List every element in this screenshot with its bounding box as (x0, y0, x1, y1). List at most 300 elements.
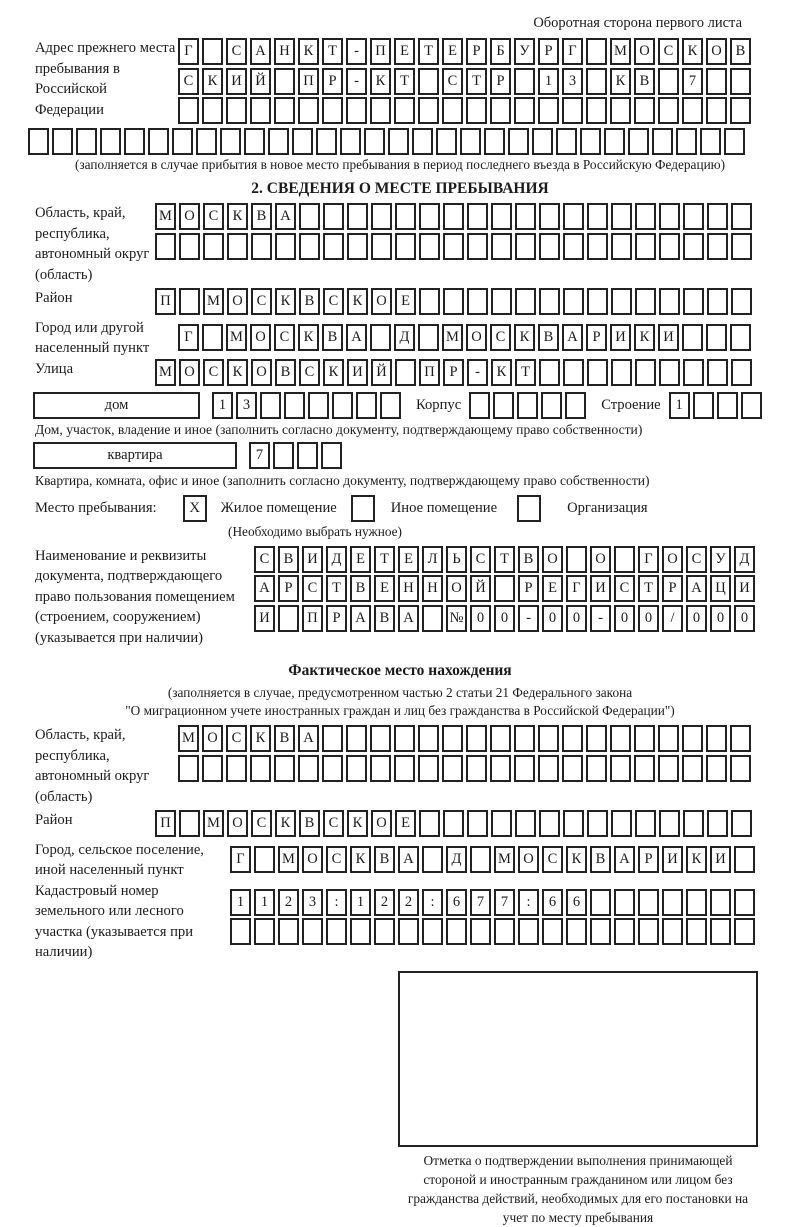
char-cell[interactable]: Т (515, 359, 536, 386)
char-cell[interactable]: 0 (686, 605, 707, 632)
char-cell[interactable] (394, 755, 415, 782)
char-cell[interactable]: В (730, 38, 751, 65)
char-cell[interactable]: С (274, 324, 295, 351)
char-cell[interactable]: Ц (710, 575, 731, 602)
char-cell[interactable] (586, 755, 607, 782)
char-cell[interactable] (610, 97, 631, 124)
char-cell[interactable]: М (155, 359, 176, 386)
char-cell[interactable] (563, 233, 584, 260)
char-cell[interactable]: М (203, 810, 224, 837)
char-cell[interactable]: Т (418, 38, 439, 65)
char-cell[interactable] (52, 128, 73, 155)
korpus-row[interactable] (469, 392, 589, 419)
char-cell[interactable]: К (298, 38, 319, 65)
document-row-1[interactable] (254, 546, 758, 573)
char-cell[interactable] (418, 68, 439, 95)
char-cell[interactable]: Е (395, 810, 416, 837)
char-cell[interactable]: 6 (446, 889, 467, 916)
char-cell[interactable] (587, 810, 608, 837)
char-cell[interactable]: О (371, 288, 392, 315)
char-cell[interactable] (532, 128, 553, 155)
char-cell[interactable] (275, 233, 296, 260)
char-cell[interactable]: А (398, 846, 419, 873)
char-cell[interactable]: Й (470, 575, 491, 602)
char-cell[interactable]: К (566, 846, 587, 873)
stroenie-row[interactable] (669, 392, 765, 419)
char-cell[interactable]: П (302, 605, 323, 632)
char-cell[interactable] (659, 233, 680, 260)
char-cell[interactable] (682, 324, 703, 351)
char-cell[interactable] (556, 128, 577, 155)
char-cell[interactable]: О (634, 38, 655, 65)
char-cell[interactable] (380, 392, 401, 419)
char-cell[interactable]: - (346, 38, 367, 65)
char-cell[interactable] (611, 233, 632, 260)
stay-option-residential-checkbox[interactable]: X (183, 495, 207, 522)
char-cell[interactable] (706, 97, 727, 124)
char-cell[interactable] (202, 755, 223, 782)
char-cell[interactable]: Г (566, 575, 587, 602)
char-cell[interactable] (422, 918, 443, 945)
char-cell[interactable]: Р (322, 68, 343, 95)
char-cell[interactable]: Т (494, 546, 515, 573)
char-cell[interactable] (299, 233, 320, 260)
char-cell[interactable]: С (178, 68, 199, 95)
char-cell[interactable]: 1 (538, 68, 559, 95)
char-cell[interactable]: Р (326, 605, 347, 632)
char-cell[interactable]: В (374, 846, 395, 873)
char-cell[interactable]: Е (398, 546, 419, 573)
char-cell[interactable]: С (251, 810, 272, 837)
char-cell[interactable] (323, 203, 344, 230)
char-cell[interactable] (590, 918, 611, 945)
char-cell[interactable]: Д (326, 546, 347, 573)
char-cell[interactable] (587, 288, 608, 315)
char-cell[interactable] (659, 288, 680, 315)
char-cell[interactable] (227, 233, 248, 260)
char-cell[interactable] (302, 918, 323, 945)
char-cell[interactable]: Т (326, 575, 347, 602)
char-cell[interactable] (395, 359, 416, 386)
char-cell[interactable] (202, 97, 223, 124)
char-cell[interactable] (706, 324, 727, 351)
char-cell[interactable] (268, 128, 289, 155)
char-cell[interactable] (610, 755, 631, 782)
char-cell[interactable]: Е (442, 38, 463, 65)
char-cell[interactable] (730, 755, 751, 782)
char-cell[interactable]: К (250, 725, 271, 752)
char-cell[interactable] (467, 288, 488, 315)
char-cell[interactable]: К (370, 68, 391, 95)
char-cell[interactable] (419, 233, 440, 260)
char-cell[interactable] (490, 725, 511, 752)
char-cell[interactable]: 7 (682, 68, 703, 95)
char-cell[interactable] (676, 128, 697, 155)
char-cell[interactable]: К (275, 288, 296, 315)
char-cell[interactable]: В (278, 546, 299, 573)
char-cell[interactable] (539, 288, 560, 315)
char-cell[interactable]: : (518, 889, 539, 916)
char-cell[interactable]: С (203, 359, 224, 386)
char-cell[interactable] (418, 97, 439, 124)
char-cell[interactable]: О (302, 846, 323, 873)
char-cell[interactable]: Т (638, 575, 659, 602)
char-cell[interactable]: О (518, 846, 539, 873)
char-cell[interactable]: И (710, 846, 731, 873)
char-cell[interactable]: О (179, 359, 200, 386)
char-cell[interactable] (538, 755, 559, 782)
char-cell[interactable] (196, 128, 217, 155)
char-cell[interactable]: Е (374, 575, 395, 602)
char-cell[interactable] (508, 128, 529, 155)
actual-district-row[interactable] (155, 810, 755, 837)
char-cell[interactable] (148, 128, 169, 155)
char-cell[interactable] (686, 889, 707, 916)
prev-address-row-2[interactable] (178, 68, 754, 95)
char-cell[interactable] (467, 203, 488, 230)
char-cell[interactable] (442, 755, 463, 782)
char-cell[interactable] (443, 288, 464, 315)
char-cell[interactable] (634, 725, 655, 752)
char-cell[interactable] (370, 324, 391, 351)
char-cell[interactable]: О (227, 288, 248, 315)
char-cell[interactable] (347, 233, 368, 260)
char-cell[interactable]: А (562, 324, 583, 351)
char-cell[interactable]: С (302, 575, 323, 602)
char-cell[interactable] (693, 392, 714, 419)
char-cell[interactable]: Г (562, 38, 583, 65)
char-cell[interactable] (484, 128, 505, 155)
char-cell[interactable]: С (254, 546, 275, 573)
char-cell[interactable] (326, 918, 347, 945)
char-cell[interactable]: С (323, 810, 344, 837)
char-cell[interactable]: 6 (566, 889, 587, 916)
char-cell[interactable]: И (302, 546, 323, 573)
char-cell[interactable] (388, 128, 409, 155)
stay-option-organization-checkbox[interactable] (517, 495, 541, 522)
char-cell[interactable] (614, 918, 635, 945)
char-cell[interactable] (466, 755, 487, 782)
region-row-1[interactable] (155, 203, 755, 230)
char-cell[interactable] (731, 288, 752, 315)
char-cell[interactable] (412, 128, 433, 155)
char-cell[interactable] (332, 392, 353, 419)
char-cell[interactable]: М (226, 324, 247, 351)
char-cell[interactable] (443, 233, 464, 260)
char-cell[interactable] (662, 918, 683, 945)
char-cell[interactable]: К (275, 810, 296, 837)
char-cell[interactable]: У (514, 38, 535, 65)
char-cell[interactable] (260, 392, 281, 419)
char-cell[interactable] (316, 128, 337, 155)
char-cell[interactable] (563, 810, 584, 837)
char-cell[interactable]: У (710, 546, 731, 573)
char-cell[interactable]: Т (466, 68, 487, 95)
char-cell[interactable] (563, 203, 584, 230)
char-cell[interactable]: Д (446, 846, 467, 873)
char-cell[interactable]: 1 (230, 889, 251, 916)
char-cell[interactable] (178, 97, 199, 124)
char-cell[interactable] (628, 128, 649, 155)
char-cell[interactable] (683, 233, 704, 260)
char-cell[interactable]: О (227, 810, 248, 837)
char-cell[interactable] (278, 918, 299, 945)
char-cell[interactable]: М (203, 288, 224, 315)
char-cell[interactable] (659, 203, 680, 230)
char-cell[interactable]: К (686, 846, 707, 873)
char-cell[interactable] (419, 810, 440, 837)
char-cell[interactable]: 0 (638, 605, 659, 632)
prev-address-row-4[interactable] (28, 128, 800, 155)
char-cell[interactable]: Е (394, 38, 415, 65)
char-cell[interactable]: Г (178, 38, 199, 65)
cadastral-row-1[interactable] (230, 889, 758, 916)
char-cell[interactable] (418, 725, 439, 752)
char-cell[interactable]: А (254, 575, 275, 602)
char-cell[interactable] (538, 725, 559, 752)
char-cell[interactable]: С (490, 324, 511, 351)
char-cell[interactable] (707, 810, 728, 837)
char-cell[interactable] (683, 359, 704, 386)
char-cell[interactable]: - (590, 605, 611, 632)
actual-region-row-1[interactable] (178, 725, 754, 752)
char-cell[interactable]: К (491, 359, 512, 386)
char-cell[interactable] (707, 359, 728, 386)
char-cell[interactable]: 0 (734, 605, 755, 632)
char-cell[interactable] (515, 810, 536, 837)
char-cell[interactable] (155, 233, 176, 260)
char-cell[interactable] (364, 128, 385, 155)
char-cell[interactable] (741, 392, 762, 419)
char-cell[interactable] (226, 755, 247, 782)
char-cell[interactable]: А (250, 38, 271, 65)
char-cell[interactable] (587, 233, 608, 260)
char-cell[interactable] (443, 810, 464, 837)
char-cell[interactable] (515, 233, 536, 260)
char-cell[interactable]: В (350, 575, 371, 602)
char-cell[interactable] (274, 68, 295, 95)
char-cell[interactable] (635, 359, 656, 386)
char-cell[interactable] (374, 918, 395, 945)
char-cell[interactable] (515, 203, 536, 230)
char-cell[interactable] (682, 725, 703, 752)
char-cell[interactable]: О (446, 575, 467, 602)
char-cell[interactable] (371, 203, 392, 230)
char-cell[interactable] (586, 97, 607, 124)
char-cell[interactable]: К (610, 68, 631, 95)
char-cell[interactable]: О (542, 546, 563, 573)
char-cell[interactable] (731, 233, 752, 260)
char-cell[interactable]: А (686, 575, 707, 602)
document-row-3[interactable] (254, 605, 758, 632)
char-cell[interactable] (562, 97, 583, 124)
char-cell[interactable] (562, 755, 583, 782)
char-cell[interactable] (638, 918, 659, 945)
char-cell[interactable]: А (346, 324, 367, 351)
char-cell[interactable]: 7 (494, 889, 515, 916)
char-cell[interactable] (514, 97, 535, 124)
char-cell[interactable] (250, 97, 271, 124)
char-cell[interactable] (541, 392, 562, 419)
char-cell[interactable]: С (323, 288, 344, 315)
char-cell[interactable] (446, 918, 467, 945)
char-cell[interactable] (28, 128, 49, 155)
char-cell[interactable]: О (662, 546, 683, 573)
char-cell[interactable] (683, 288, 704, 315)
char-cell[interactable] (730, 324, 751, 351)
char-cell[interactable]: А (350, 605, 371, 632)
char-cell[interactable] (634, 755, 655, 782)
char-cell[interactable] (203, 233, 224, 260)
char-cell[interactable]: К (682, 38, 703, 65)
char-cell[interactable]: Д (734, 546, 755, 573)
char-cell[interactable]: О (250, 324, 271, 351)
char-cell[interactable]: 0 (542, 605, 563, 632)
char-cell[interactable] (706, 755, 727, 782)
char-cell[interactable] (514, 68, 535, 95)
char-cell[interactable]: 2 (398, 889, 419, 916)
char-cell[interactable]: А (614, 846, 635, 873)
char-cell[interactable] (436, 128, 457, 155)
char-cell[interactable]: И (590, 575, 611, 602)
char-cell[interactable] (298, 97, 319, 124)
char-cell[interactable]: - (346, 68, 367, 95)
char-cell[interactable] (731, 359, 752, 386)
char-cell[interactable] (611, 359, 632, 386)
char-cell[interactable] (706, 725, 727, 752)
char-cell[interactable]: 0 (470, 605, 491, 632)
char-cell[interactable] (700, 128, 721, 155)
char-cell[interactable] (418, 755, 439, 782)
char-cell[interactable]: 3 (302, 889, 323, 916)
char-cell[interactable] (491, 810, 512, 837)
char-cell[interactable]: С (614, 575, 635, 602)
char-cell[interactable] (604, 128, 625, 155)
char-cell[interactable] (682, 755, 703, 782)
char-cell[interactable] (467, 810, 488, 837)
char-cell[interactable] (394, 725, 415, 752)
char-cell[interactable] (682, 97, 703, 124)
char-cell[interactable] (394, 97, 415, 124)
char-cell[interactable]: Л (422, 546, 443, 573)
char-cell[interactable]: Н (422, 575, 443, 602)
char-cell[interactable]: К (227, 359, 248, 386)
char-cell[interactable] (422, 605, 443, 632)
char-cell[interactable]: О (466, 324, 487, 351)
char-cell[interactable]: Р (538, 38, 559, 65)
char-cell[interactable] (322, 97, 343, 124)
char-cell[interactable] (178, 755, 199, 782)
char-cell[interactable]: О (251, 359, 272, 386)
char-cell[interactable] (610, 725, 631, 752)
char-cell[interactable]: О (590, 546, 611, 573)
char-cell[interactable] (658, 725, 679, 752)
char-cell[interactable] (658, 68, 679, 95)
char-cell[interactable] (518, 918, 539, 945)
house-row[interactable] (212, 392, 404, 419)
char-cell[interactable]: К (227, 203, 248, 230)
char-cell[interactable]: - (467, 359, 488, 386)
char-cell[interactable] (724, 128, 745, 155)
char-cell[interactable]: О (202, 725, 223, 752)
char-cell[interactable]: И (254, 605, 275, 632)
prev-address-row-3[interactable] (178, 97, 754, 124)
char-cell[interactable]: В (590, 846, 611, 873)
char-cell[interactable] (707, 203, 728, 230)
char-cell[interactable] (230, 918, 251, 945)
char-cell[interactable]: Т (322, 38, 343, 65)
char-cell[interactable]: Е (395, 288, 416, 315)
char-cell[interactable]: С (658, 38, 679, 65)
char-cell[interactable] (274, 97, 295, 124)
char-cell[interactable] (611, 810, 632, 837)
char-cell[interactable]: 2 (278, 889, 299, 916)
char-cell[interactable] (611, 203, 632, 230)
char-cell[interactable]: К (634, 324, 655, 351)
char-cell[interactable] (491, 203, 512, 230)
char-cell[interactable]: Г (230, 846, 251, 873)
char-cell[interactable] (662, 889, 683, 916)
char-cell[interactable] (179, 288, 200, 315)
char-cell[interactable] (467, 233, 488, 260)
char-cell[interactable] (470, 918, 491, 945)
char-cell[interactable]: М (178, 725, 199, 752)
char-cell[interactable]: Б (490, 38, 511, 65)
char-cell[interactable]: К (347, 288, 368, 315)
char-cell[interactable] (350, 918, 371, 945)
char-cell[interactable] (491, 233, 512, 260)
char-cell[interactable] (539, 359, 560, 386)
char-cell[interactable] (658, 97, 679, 124)
char-cell[interactable] (244, 128, 265, 155)
char-cell[interactable]: Г (638, 546, 659, 573)
apartment-row[interactable] (249, 442, 345, 469)
char-cell[interactable] (731, 810, 752, 837)
char-cell[interactable] (76, 128, 97, 155)
char-cell[interactable] (538, 97, 559, 124)
char-cell[interactable] (273, 442, 294, 469)
char-cell[interactable] (298, 755, 319, 782)
char-cell[interactable] (422, 846, 443, 873)
char-cell[interactable] (202, 324, 223, 351)
char-cell[interactable]: П (370, 38, 391, 65)
char-cell[interactable] (614, 889, 635, 916)
char-cell[interactable] (443, 203, 464, 230)
char-cell[interactable] (539, 203, 560, 230)
char-cell[interactable]: 1 (669, 392, 690, 419)
char-cell[interactable]: 2 (374, 889, 395, 916)
char-cell[interactable] (442, 725, 463, 752)
char-cell[interactable] (418, 324, 439, 351)
char-cell[interactable] (707, 233, 728, 260)
char-cell[interactable] (347, 203, 368, 230)
cadastral-row-2[interactable] (230, 918, 758, 945)
char-cell[interactable]: В (634, 68, 655, 95)
char-cell[interactable] (586, 68, 607, 95)
char-cell[interactable] (469, 392, 490, 419)
char-cell[interactable]: К (323, 359, 344, 386)
char-cell[interactable] (635, 233, 656, 260)
char-cell[interactable] (566, 546, 587, 573)
char-cell[interactable]: С (226, 725, 247, 752)
region-row-2[interactable] (155, 233, 755, 260)
char-cell[interactable]: П (155, 810, 176, 837)
char-cell[interactable] (730, 725, 751, 752)
char-cell[interactable] (587, 359, 608, 386)
char-cell[interactable]: Т (394, 68, 415, 95)
char-cell[interactable] (652, 128, 673, 155)
char-cell[interactable] (686, 918, 707, 945)
